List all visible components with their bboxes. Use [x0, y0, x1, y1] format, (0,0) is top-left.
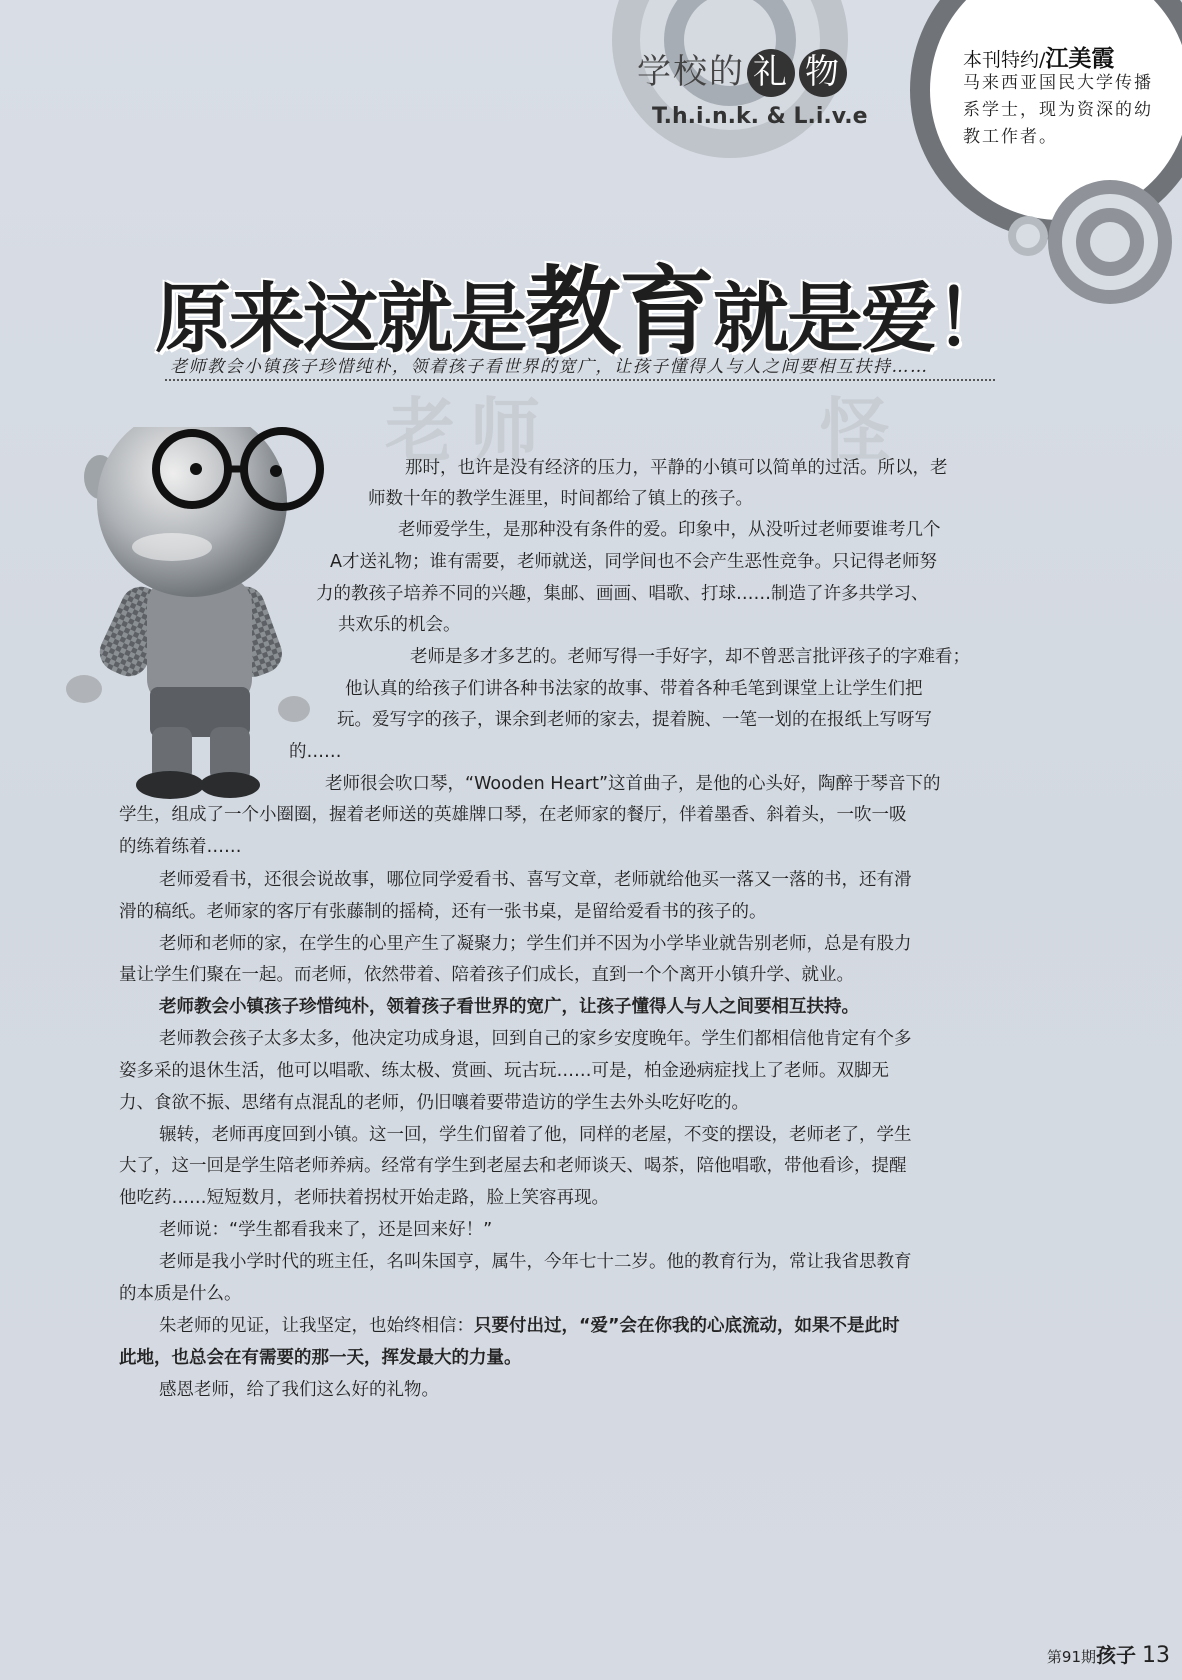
body-line: 的…… — [289, 742, 342, 762]
body-line: 力的教孩子培养不同的兴趣，集邮、画画、唱歌、打球……制造了许多共学习、 — [316, 584, 929, 604]
body-line: 老师是我小学时代的班主任，名叫朱国亨，属牛，今年七十二岁。他的教育行为，常让我省思教育 — [159, 1252, 912, 1272]
body-line: 老师很会吹口琴，“Wooden Heart”这首曲子，是他的心头好，陶醉于琴音下的 — [325, 774, 941, 794]
author-credit: 本刊特约/江美霞 — [963, 46, 1115, 72]
body-line: 玩。爱写字的孩子，课余到老师的家去，提着腕、一笔一划的在报纸上写呀写 — [337, 710, 932, 730]
body-line: 辗转，老师再度回到小镇。这一回，学生们留着了他，同样的老屋，不变的摆设，老师老了，学生 — [159, 1125, 912, 1145]
body-line: 他吃药……短短数月，老师扶着拐杖开始走路，脸上笑容再现。 — [119, 1188, 609, 1208]
body-line: 量让学生们聚在一起。而老师，依然带着、陪着孩子们成长，直到一个个离开小镇升学、就业。 — [119, 965, 854, 985]
body-line: 老师说：“学生都看我来了，还是回来好！” — [159, 1220, 493, 1240]
body-line: 的练着练着…… — [119, 837, 242, 857]
article-subhead: 老师教会小镇孩子珍惜纯朴，领着孩子看世界的宽广，让孩子懂得人与人之间要相互扶持…… — [170, 357, 929, 377]
svg-text:老: 老 — [385, 390, 455, 472]
dotted-divider — [165, 379, 995, 381]
body-line: 此地，也总会在有需要的那一天，挥发最大的力量。 — [119, 1348, 522, 1368]
page-footer — [1047, 1639, 1170, 1668]
body-line: 姿多采的退休生活，他可以唱歌、练太极、赏画、玩古玩……可是，柏金逊病症找上了老师。双脚无 — [119, 1061, 889, 1081]
author-bio: 马来西亚国民大学传播系学士，现为资深的幼教工作者。 — [963, 73, 1153, 147]
body-line: 共欢乐的机会。 — [338, 615, 461, 635]
svg-text:怪: 怪 — [820, 390, 890, 472]
body-line: 力、食欲不振、思绪有点混乱的老师，仍旧嚷着要带造访的学生去外头吃好吃的。 — [119, 1093, 749, 1113]
body-line: 老师爱看书，还很会说故事，哪位同学爱看书、喜写文章，老师就给他买一落又一落的书，还有滑 — [159, 870, 912, 890]
body-line: 那时，也许是没有经济的压力，平静的小镇可以简单的过活。所以，老 — [405, 458, 948, 478]
body-line: 老师和老师的家，在学生的心里产生了凝聚力；学生们并不因为小学毕业就告别老师，总是有股力 — [159, 934, 912, 954]
column-subtitle: T.h.i.n.k. & L.i.v.e — [652, 104, 868, 129]
issue-number: 第91期 — [1046, 1648, 1096, 1666]
body-line: 师数十年的教学生涯里，时间都给了镇上的孩子。 — [368, 489, 753, 509]
body-line: 老师爱学生，是那种没有条件的爱。印象中，从没听过老师要谁考几个 — [398, 520, 941, 540]
page-number: 13 — [1142, 1643, 1170, 1668]
body-line: A才送礼物；谁有需要，老师就送，同学间也不会产生恶性竞争。只记得老师努 — [330, 552, 937, 572]
body-line: 老师教会小镇孩子珍惜纯朴，领着孩子看世界的宽广，让孩子懂得人与人之间要相互扶持。 — [159, 997, 859, 1017]
body-line: 朱老师的见证，让我坚定，也始终相信：只要付出过，“爱”会在你我的心底流动，如果不是此时 — [159, 1316, 900, 1336]
magazine-name: 孩子 — [1096, 1643, 1136, 1667]
body-line: 老师教会孩子太多太多，他决定功成身退，回到自己的家乡安度晚年。学生们都相信他肯定有个多 — [159, 1029, 912, 1049]
svg-text:师: 师 — [470, 390, 540, 472]
body-line: 老师是多才多艺的。老师写得一手好字，却不曾恶言批评孩子的字难看； — [410, 647, 970, 667]
body-line: 感恩老师，给了我们这么好的礼物。 — [159, 1380, 439, 1400]
body-line: 大了，这一回是学生陪老师养病。经常有学生到老屋去和老师谈天、喝茶，陪他唱歌，带他看诊，提醒 — [119, 1156, 907, 1176]
article-headline: 原来这就是教育就是爱！ — [155, 256, 1009, 368]
body-line: 滑的稿纸。老师家的客厅有张藤制的摇椅，还有一张书桌，是留给爱看书的孩子的。 — [119, 902, 767, 922]
body-line: 的本质是什么。 — [119, 1284, 242, 1304]
body-line: 他认真的给孩子们讲各种书法家的故事、带着各种毛笔到课堂上让学生们把 — [345, 679, 923, 699]
body-line: 学生，组成了一个小圈圈，握着老师送的英雄牌口琴，在老师家的餐厅，伴着墨香、斜着头，一吹一吸 — [119, 805, 907, 825]
column-title: 学校的 礼 物 — [637, 44, 849, 97]
